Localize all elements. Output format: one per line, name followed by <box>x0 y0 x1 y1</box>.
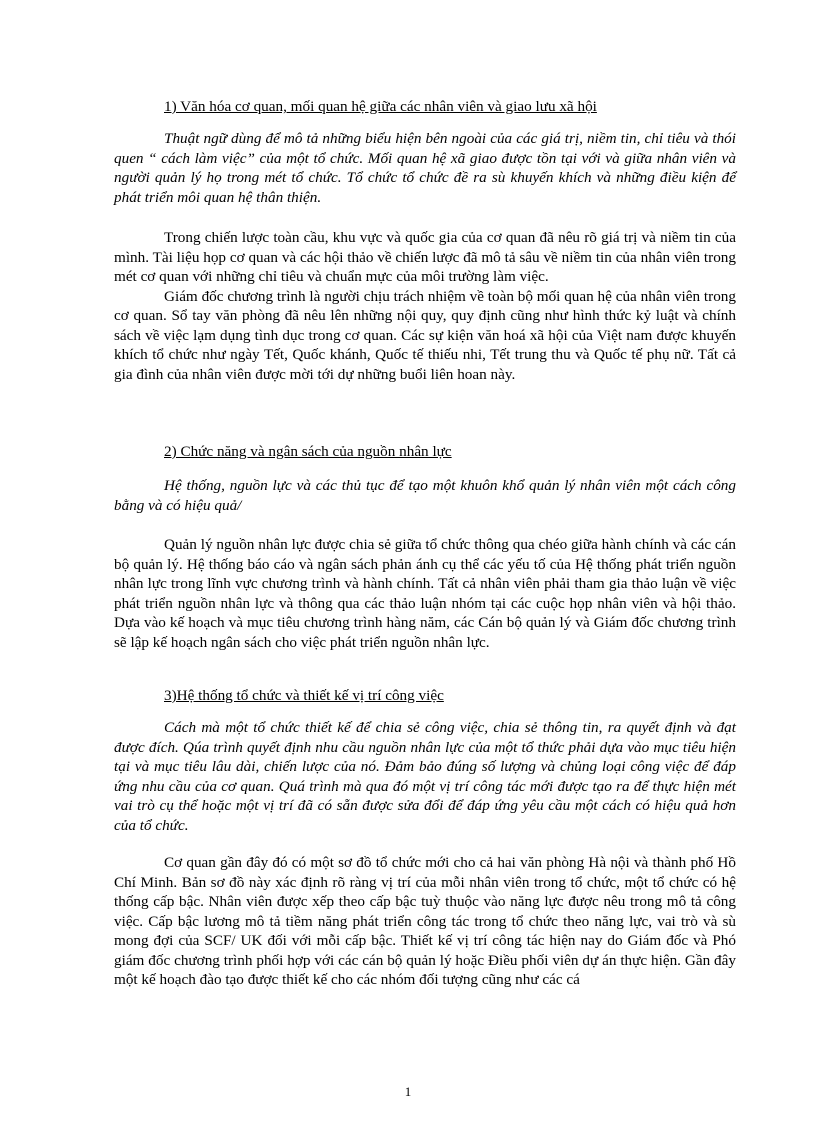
section-3-heading: 3)Hệ thống tổ chức và thiết kế vị trí công việc <box>164 687 444 704</box>
section-2 <box>114 442 736 461</box>
section-1 <box>114 97 736 116</box>
section-1-heading: 1) Văn hóa cơ quan, mối quan hệ giữa các nhân viên và giao lưu xã hội <box>164 98 597 115</box>
section-2-body-block <box>114 535 736 652</box>
section-3-body-block <box>114 853 736 990</box>
section-1-paragraph: Giám đốc chương trình là người chịu trách nhiệm về toàn bộ mối quan hệ của nhân viên trong cơ quan. Sổ tay văn phòng đã nêu lên những nội quy, quy định cũng như hình thức kỷ luật và chính sách về việc lạm dụng tình dục trong cơ quan. Các sự kiện văn hoá xã hội của Việt nam được khuyến khích tổ chức như ngày Tết, Quốc khánh, Quốc tế thiếu nhi, Tết trung thu và Quốc tế phụ nữ. Tất cả gia đình của nhân viên được mời tới dự những buổi liên hoan này. <box>114 287 736 383</box>
section-2-intro: Hệ thống, nguồn lực và các thủ tục để tạo một khuôn khổ quản lý nhân viên một cách công bằng và có hiệu quả/ <box>114 477 736 514</box>
section-1-intro-block <box>114 129 736 207</box>
section-3-intro-block <box>114 718 736 835</box>
section-2-intro-block <box>114 476 736 515</box>
section-2-heading: 2) Chức năng và ngân sách của nguồn nhân lực <box>164 443 452 460</box>
section-1-body-block <box>114 228 736 384</box>
section-1-intro: Thuật ngữ dùng để mô tả những biểu hiện bên ngoài của các giá trị, niềm tin, chỉ tiêu và thói quen “ cách làm việc” của một tổ chức. Mối quan hệ xã giao được tồn tại với và giữa nhân viên và người quản lý họ trong mét tổ chức. Tổ chức tổ chức đề ra sù khuyến khích và những điều kiện để phát triển môi quan hệ thân thiện. <box>114 130 736 206</box>
section-3-paragraph: Cơ quan gần đây đó có một sơ đồ tổ chức mới cho cả hai văn phòng Hà nội và thành phố Hồ Chí Minh. Bản sơ đồ này xác định rõ ràng vị trí của mỗi nhân viên trong tổ chức, một tổ chức có hệ thống cấp bậc. Nhân viên được xếp theo cấp bậc tuỳ thuộc vào năng lực được nêu trong mô tả công việc. Cấp bậc lương mô tả tiềm năng phát triển công tác trong tổ chức theo năng lực, vai trò và sù mong đợi của SCF/ UK đối với mỗi cấp bậc. Thiết kế vị trí công tác hiện nay do Giám đốc và Phó giám đốc chương trình phối hợp với các cán bộ quản lý hoặc Điều phối viên dự án thực hiện. Gần đây một kế hoạch đào tạo được thiết kế cho các nhóm đối tượng cũng như các cá <box>114 854 736 988</box>
section-3-intro: Cách mà một tổ chức thiết kế để chia sẻ công việc, chia sẻ thông tin, ra quyết định và đạt được đích. Qúa trình quyết định nhu cầu nguồn nhân lực của một tổ thức phải dựa vào mục tiêu hiện tại và mục tiêu lâu dài, chiến lược của nó. Đảm bảo đúng số lượng và chủng loại công việc để đáp ứng nhu cầu của cơ quan. Quá trình mà qua đó một vị trí công tác mới được tạo ra để thực hiện mét vai trò cụ thể hoặc một vị trí đã có sẵn được sửa đổi để đáp ứng yêu cầu một cách có hiệu quả hơn của tổ chức. <box>114 719 736 834</box>
page-number: 1 <box>404 1084 412 1099</box>
section-2-paragraph: Quản lý nguồn nhân lực được chia sẻ giữa tổ chức thông qua chéo giữa hành chính và các cán bộ quản lý. Hệ thống báo cáo và ngân sách phản ánh cụ thể các yếu tố của Hệ thống phát triển nguồn nhân lực trong lĩnh vực chương trình và hành chính. Tất cả nhân viên phải tham gia thảo luận về việc phát triển nguồn nhân lực và thông qua các thảo luận nhóm tại các cuộc họp nhân viên và hội thảo. Dựa vào kế hoạch và mục tiêu chương trình hàng năm, các Cán bộ quản lý và Giám đốc chương trình sẽ lập kế hoạch ngân sách cho việc phát triển nguồn nhân lực. <box>114 536 736 651</box>
section-3 <box>114 686 736 705</box>
section-1-paragraph: Trong chiến lược toàn cầu, khu vực và quốc gia của cơ quan đã nêu rõ giá trị và niềm tin của mình. Tài liệu họp cơ quan và các hội thảo về chiến lược đã mô tả sâu về niềm tin của nhân viên trong mét cơ quan với những chỉ tiêu và chuẩn mực của môi trường làm việc. <box>114 229 736 285</box>
